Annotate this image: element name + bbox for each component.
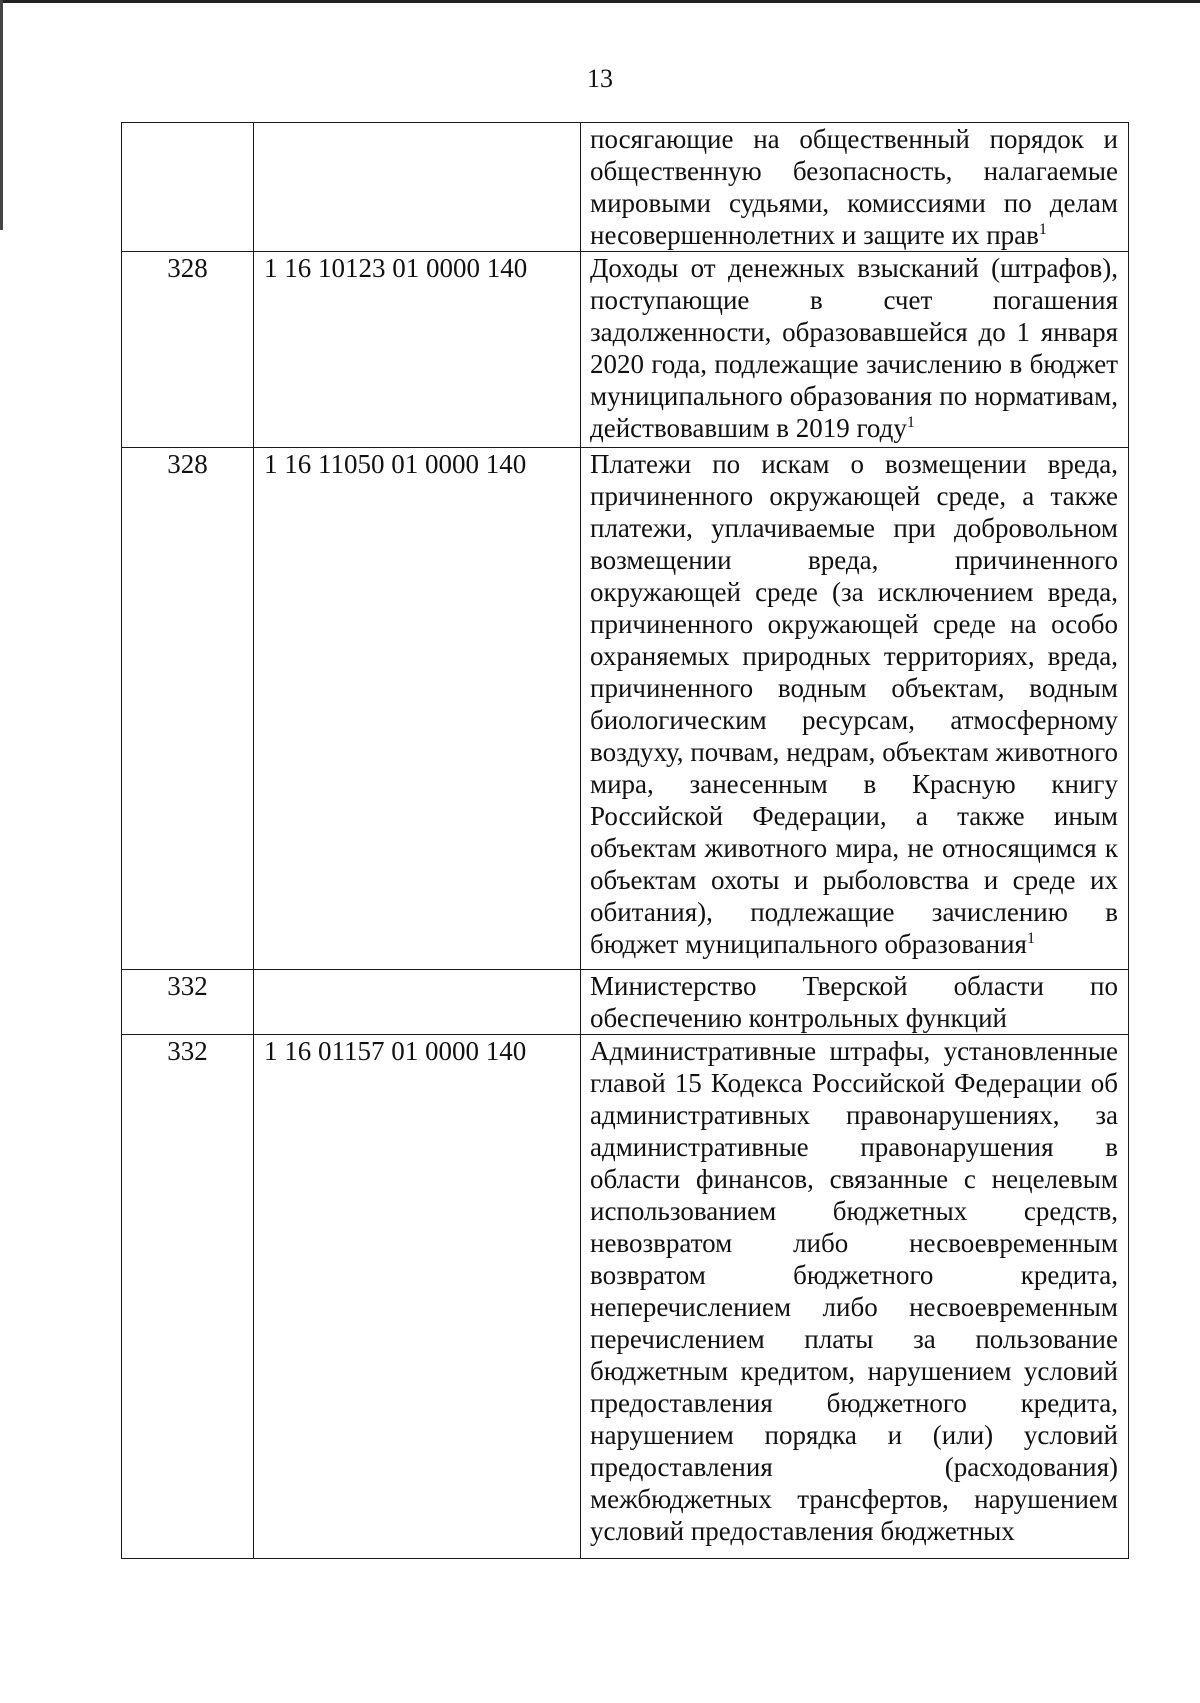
description-text: посягающие на общественный порядок и общественную безопасность, налагаемые мировыми судьями, комиссиями по делам несовершеннолетних и защите их прав bbox=[590, 124, 1118, 250]
budget-code-cell: 1 16 10123 01 0000 140 bbox=[254, 252, 581, 448]
budget-code-cell: 1 16 01157 01 0000 140 bbox=[254, 1035, 581, 1559]
footnote-marker: 1 bbox=[1038, 221, 1047, 238]
page-number: 13 bbox=[587, 64, 613, 93]
description-text: Административные штрафы, установленные главой 15 Кодекса Российской Федерации об административных правонарушениях, за административные правонарушения в области финансов, связанные с нецелевым использованием бюджетных средств, невозвратом либо несвоевременным возвратом бюджетного кредита, неперечислением либо несвоевременным перечислением платы за пользование бюджетным кредитом, нарушением условий предоставления бюджетного кредита, нарушением порядка и (или) условий предоставления (расходования) межбюджетных трансфертов, нарушением условий предоставления бюджетных bbox=[590, 1036, 1118, 1546]
page-top-edge bbox=[0, 0, 1200, 3]
table-row bbox=[122, 970, 1129, 1035]
footnote-marker: 1 bbox=[1026, 930, 1035, 947]
description-cell bbox=[581, 252, 1129, 448]
description-cell bbox=[581, 970, 1129, 1035]
budget-code-cell bbox=[254, 970, 581, 1035]
page-left-edge bbox=[0, 0, 3, 230]
admin-code-cell: 328 bbox=[122, 252, 254, 448]
table-row bbox=[122, 252, 1129, 448]
revenue-codes-table bbox=[121, 122, 1129, 1559]
admin-code-cell: 332 bbox=[122, 970, 254, 1035]
table-row bbox=[122, 123, 1129, 252]
table-row bbox=[122, 1035, 1129, 1559]
description-cell bbox=[581, 1035, 1129, 1559]
description-text: Министерство Тверской области по обеспечению контрольных функций bbox=[590, 971, 1118, 1033]
description-text: Доходы от денежных взысканий (штрафов), поступающие в счет погашения задолженности, образовавшейся до 1 января 2020 года, подлежащие зачислению в бюджет муниципального образования по нормативам, действовавшим в 2019 году bbox=[590, 253, 1118, 443]
admin-code-cell: 332 bbox=[122, 1035, 254, 1559]
budget-code-cell bbox=[254, 123, 581, 252]
admin-code-cell: 328 bbox=[122, 448, 254, 970]
description-cell bbox=[581, 448, 1129, 970]
table-row bbox=[122, 448, 1129, 970]
description-text: Платежи по искам о возмещении вреда, причиненного окружающей среде, а также платежи, уплачиваемые при добровольном возмещении вреда, причиненного окружающей среде (за исключением вреда, причиненного окружающей среде на особо охраняемых природных территориях, вреда, причиненного водным объектам, водным биологическим ресурсам, атмосферному воздуху, почвам, недрам, объектам животного мира, занесенным в Красную книгу Российской Федерации, а также иным объектам животного мира, не относящимся к объектам охоты и рыболовства и среде их обитания), подлежащие зачислению в бюджет муниципального образования bbox=[590, 449, 1118, 959]
description-cell bbox=[581, 123, 1129, 252]
footnote-marker: 1 bbox=[906, 414, 915, 431]
admin-code-cell bbox=[122, 123, 254, 252]
budget-code-cell: 1 16 11050 01 0000 140 bbox=[254, 448, 581, 970]
